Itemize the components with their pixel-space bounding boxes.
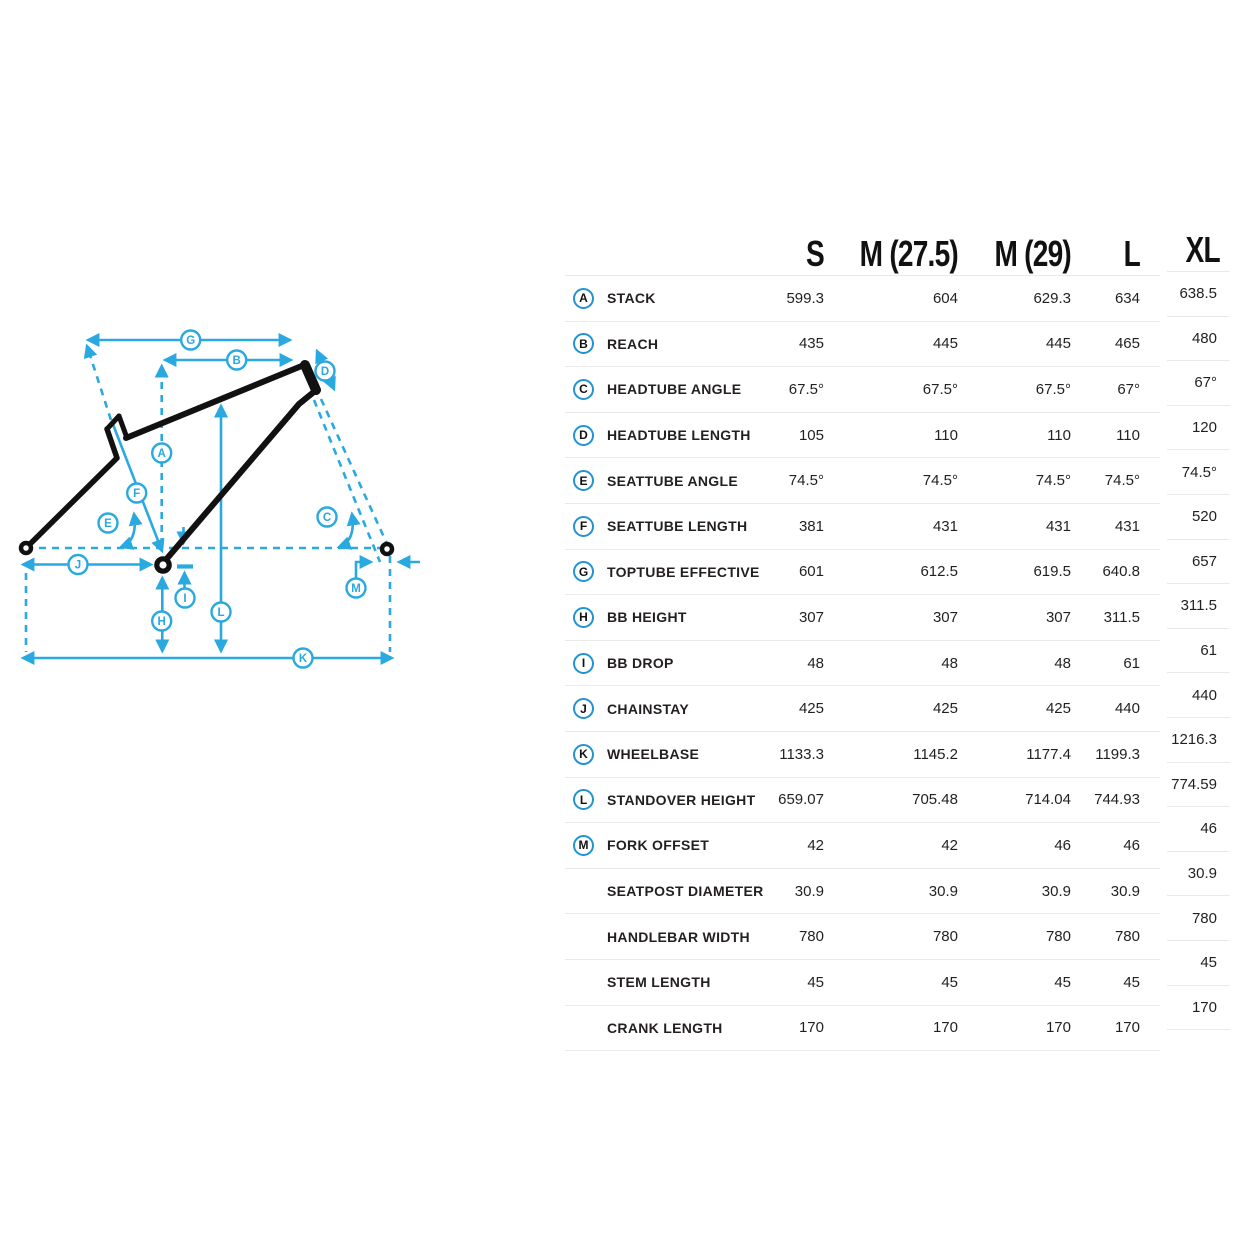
value-m29: 780 <box>1045 928 1071 946</box>
row-badge-cell <box>565 379 601 400</box>
value-l: 744.93 <box>1094 791 1140 809</box>
row-label: REACH <box>607 335 659 352</box>
callout-D <box>316 362 335 381</box>
svg-text:C: C <box>322 512 332 524</box>
row-label: CRANK LENGTH <box>607 1019 723 1036</box>
down-tube <box>164 391 315 562</box>
table-row <box>565 641 1160 687</box>
callout-C <box>318 508 337 527</box>
value-m275: 1145.2 <box>913 745 958 763</box>
value-xl: 520 <box>1167 495 1230 540</box>
value-l: 431 <box>1114 517 1140 535</box>
size-header-m29: M (29) <box>994 232 1071 274</box>
value-m275: 110 <box>934 426 958 444</box>
value-m275: 307 <box>932 608 958 626</box>
value-xl: 657 <box>1167 540 1230 585</box>
value-xl: 74.5° <box>1167 450 1230 495</box>
value-m29: 48 <box>1054 654 1071 672</box>
value-m29: 425 <box>1045 700 1071 718</box>
size-header-xl-wrap <box>1167 228 1230 272</box>
geometry-table <box>565 228 1232 1051</box>
value-xl: 120 <box>1167 406 1230 451</box>
value-m29: 619.5 <box>1033 563 1071 581</box>
value-s: 435 <box>798 335 824 353</box>
value-s: 780 <box>798 928 824 946</box>
value-xl: 638.5 <box>1167 272 1230 317</box>
value-xl: 170 <box>1167 986 1230 1031</box>
rear-axle <box>21 543 31 553</box>
row-letter-badge: L <box>573 789 594 810</box>
value-xl: 774.59 <box>1167 763 1230 808</box>
row-badge-cell <box>565 425 601 446</box>
callout-J <box>69 555 88 574</box>
callout-A <box>152 444 171 463</box>
table-row <box>565 367 1160 413</box>
table-row <box>565 778 1160 824</box>
row-letter-badge: D <box>573 425 594 446</box>
table-row <box>565 550 1160 596</box>
row-badge-cell <box>565 288 601 309</box>
row-badge-cell <box>565 926 601 947</box>
value-xl: 45 <box>1167 941 1230 986</box>
row-label: TOPTUBE EFFECTIVE <box>607 563 760 580</box>
value-m275: 170 <box>932 1019 958 1037</box>
table-row <box>565 504 1160 550</box>
row-letter-badge: K <box>573 744 594 765</box>
svg-text:L: L <box>217 607 225 619</box>
value-m29: 307 <box>1045 608 1071 626</box>
value-l: 780 <box>1114 928 1140 946</box>
value-s: 42 <box>807 836 824 854</box>
value-xl: 67° <box>1167 361 1230 406</box>
size-header-m275: M (27.5) <box>859 232 958 274</box>
table-row <box>565 686 1160 732</box>
value-xl: 780 <box>1167 896 1230 941</box>
svg-text:M: M <box>351 583 361 595</box>
value-m29: 170 <box>1045 1019 1071 1037</box>
value-m275: 67.5° <box>922 380 958 398</box>
callout-H <box>152 612 171 631</box>
row-letter-badge: H <box>573 607 594 628</box>
callout-B <box>227 351 246 370</box>
svg-text:K: K <box>298 653 308 665</box>
value-m275: 74.5° <box>922 472 958 490</box>
value-l: 634 <box>1114 289 1140 307</box>
row-letter-badge: M <box>573 835 594 856</box>
value-m275: 45 <box>941 973 958 991</box>
value-xl: 440 <box>1167 673 1230 718</box>
svg-text:F: F <box>133 488 141 500</box>
value-m29: 1177.4 <box>1026 745 1071 763</box>
svg-text:J: J <box>74 559 82 572</box>
value-s: 170 <box>798 1019 824 1037</box>
value-s: 307 <box>798 608 824 626</box>
table-row <box>565 1006 1160 1052</box>
front-axle <box>382 544 392 554</box>
row-letter-badge: A <box>573 288 594 309</box>
geometry-table-xl-column <box>1167 228 1230 1030</box>
row-badge-cell <box>565 972 601 993</box>
head-tube <box>305 365 316 390</box>
value-xl: 1216.3 <box>1167 718 1230 763</box>
value-xl: 46 <box>1167 807 1230 852</box>
callout-G <box>181 331 200 350</box>
row-badge-cell <box>565 516 601 537</box>
svg-text:B: B <box>232 355 241 367</box>
value-s: 105 <box>798 426 824 444</box>
value-m29: 629.3 <box>1033 289 1071 307</box>
row-label: STEM LENGTH <box>607 974 711 991</box>
value-l: 440 <box>1114 700 1140 718</box>
svg-text:E: E <box>104 518 112 530</box>
svg-text:I: I <box>183 593 187 605</box>
value-m29: 67.5° <box>1035 380 1071 398</box>
value-s: 1133.3 <box>779 745 824 763</box>
seattube-angle-arc-E <box>121 514 135 547</box>
value-m275: 48 <box>941 654 958 672</box>
headtube-angle-arc-C <box>339 514 353 547</box>
value-s: 30.9 <box>794 882 824 900</box>
value-m29: 445 <box>1045 335 1071 353</box>
value-l: 46 <box>1123 836 1140 854</box>
value-m29: 714.04 <box>1025 791 1071 809</box>
size-header-l: L <box>1123 232 1140 274</box>
size-header-s: S <box>806 232 824 274</box>
row-badge-cell <box>565 789 601 810</box>
row-label: CHAINSTAY <box>607 700 690 717</box>
callout-F <box>127 484 146 503</box>
seattube-right-wall <box>119 416 127 438</box>
value-l: 67° <box>1117 380 1140 398</box>
value-l: 640.8 <box>1102 563 1140 581</box>
row-label: SEATPOST DIAMETER <box>607 883 764 900</box>
row-label: FORK OFFSET <box>607 837 710 854</box>
row-label: BB HEIGHT <box>607 609 687 626</box>
row-letter-badge: I <box>573 653 594 674</box>
value-l: 74.5° <box>1104 472 1140 490</box>
size-header-row <box>565 232 1160 276</box>
row-letter-badge: J <box>573 698 594 719</box>
row-letter-badge: G <box>573 561 594 582</box>
value-m275: 42 <box>941 836 958 854</box>
value-s: 381 <box>798 517 824 535</box>
row-label: BB DROP <box>607 655 674 672</box>
value-s: 74.5° <box>788 472 824 490</box>
row-letter-badge: E <box>573 470 594 491</box>
row-badge-cell <box>565 607 601 628</box>
row-badge-cell <box>565 561 601 582</box>
callout-I <box>176 589 195 608</box>
value-m275: 445 <box>932 335 958 353</box>
value-m29: 74.5° <box>1035 472 1071 490</box>
callout-L <box>212 603 231 622</box>
row-label: STACK <box>607 290 656 307</box>
row-label: SEATTUBE ANGLE <box>607 472 738 489</box>
row-letter-badge: B <box>573 333 594 354</box>
value-s: 659.07 <box>778 791 824 809</box>
value-m29: 431 <box>1045 517 1071 535</box>
table-row <box>565 276 1160 322</box>
size-header-xl: XL <box>1185 228 1220 270</box>
value-xl: 61 <box>1167 629 1230 674</box>
row-badge-cell <box>565 470 601 491</box>
value-s: 599.3 <box>786 289 824 307</box>
row-label: SEATTUBE LENGTH <box>607 518 748 535</box>
row-badge-cell <box>565 1017 601 1038</box>
value-l: 45 <box>1123 973 1140 991</box>
value-s: 67.5° <box>788 380 824 398</box>
bottom-bracket <box>157 559 169 571</box>
row-letter-badge: C <box>573 379 594 400</box>
value-m275: 604 <box>932 289 958 307</box>
value-m29: 46 <box>1054 836 1071 854</box>
value-s: 48 <box>807 654 824 672</box>
fork-offset-bracket-M <box>356 562 371 579</box>
table-row <box>565 869 1160 915</box>
steering-axis-dashed <box>314 400 380 562</box>
value-xl: 311.5 <box>1167 584 1230 629</box>
value-m29: 45 <box>1054 973 1071 991</box>
value-m29: 30.9 <box>1041 882 1071 900</box>
value-m275: 780 <box>932 928 958 946</box>
svg-text:D: D <box>320 366 330 378</box>
row-label: WHEELBASE <box>607 746 700 763</box>
value-l: 110 <box>1116 426 1140 444</box>
value-m275: 431 <box>932 517 958 535</box>
value-l: 465 <box>1114 335 1140 353</box>
row-badge-cell <box>565 835 601 856</box>
table-row <box>565 322 1160 368</box>
table-row <box>565 595 1160 641</box>
table-row <box>565 823 1160 869</box>
value-m275: 30.9 <box>928 882 958 900</box>
seattube-axis-dashed <box>87 346 111 420</box>
value-m275: 705.48 <box>912 791 958 809</box>
callout-E <box>99 514 118 533</box>
callout-K <box>294 649 313 668</box>
value-xl: 480 <box>1167 317 1230 362</box>
row-label: HEADTUBE LENGTH <box>607 427 751 444</box>
value-s: 45 <box>807 973 824 991</box>
value-l: 61 <box>1123 654 1140 672</box>
value-xl: 30.9 <box>1167 852 1230 897</box>
value-l: 170 <box>1114 1019 1140 1037</box>
table-row <box>565 960 1160 1006</box>
table-row <box>565 458 1160 504</box>
value-m275: 612.5 <box>920 563 958 581</box>
value-s: 425 <box>798 700 824 718</box>
value-m275: 425 <box>932 700 958 718</box>
row-badge-cell <box>565 881 601 902</box>
value-l: 311.5 <box>1103 608 1140 626</box>
row-label: STANDOVER HEIGHT <box>607 791 756 808</box>
row-badge-cell <box>565 698 601 719</box>
row-badge-cell <box>565 653 601 674</box>
svg-text:A: A <box>157 448 166 460</box>
table-row <box>565 732 1160 778</box>
row-label: HEADTUBE ANGLE <box>607 381 742 398</box>
value-s: 601 <box>798 563 824 581</box>
row-badge-cell <box>565 333 601 354</box>
value-m29: 110 <box>1047 426 1071 444</box>
value-l: 30.9 <box>1110 882 1140 900</box>
row-label: HANDLEBAR WIDTH <box>607 928 750 945</box>
row-badge-cell <box>565 744 601 765</box>
table-row <box>565 914 1160 960</box>
callout-M <box>347 579 366 598</box>
frame-geometry-diagram <box>0 320 445 680</box>
svg-text:H: H <box>157 616 166 628</box>
table-row <box>565 413 1160 459</box>
geometry-table-main <box>565 232 1160 1051</box>
value-l: 1199.3 <box>1095 745 1140 763</box>
row-letter-badge: F <box>573 516 594 537</box>
svg-text:G: G <box>186 335 196 347</box>
